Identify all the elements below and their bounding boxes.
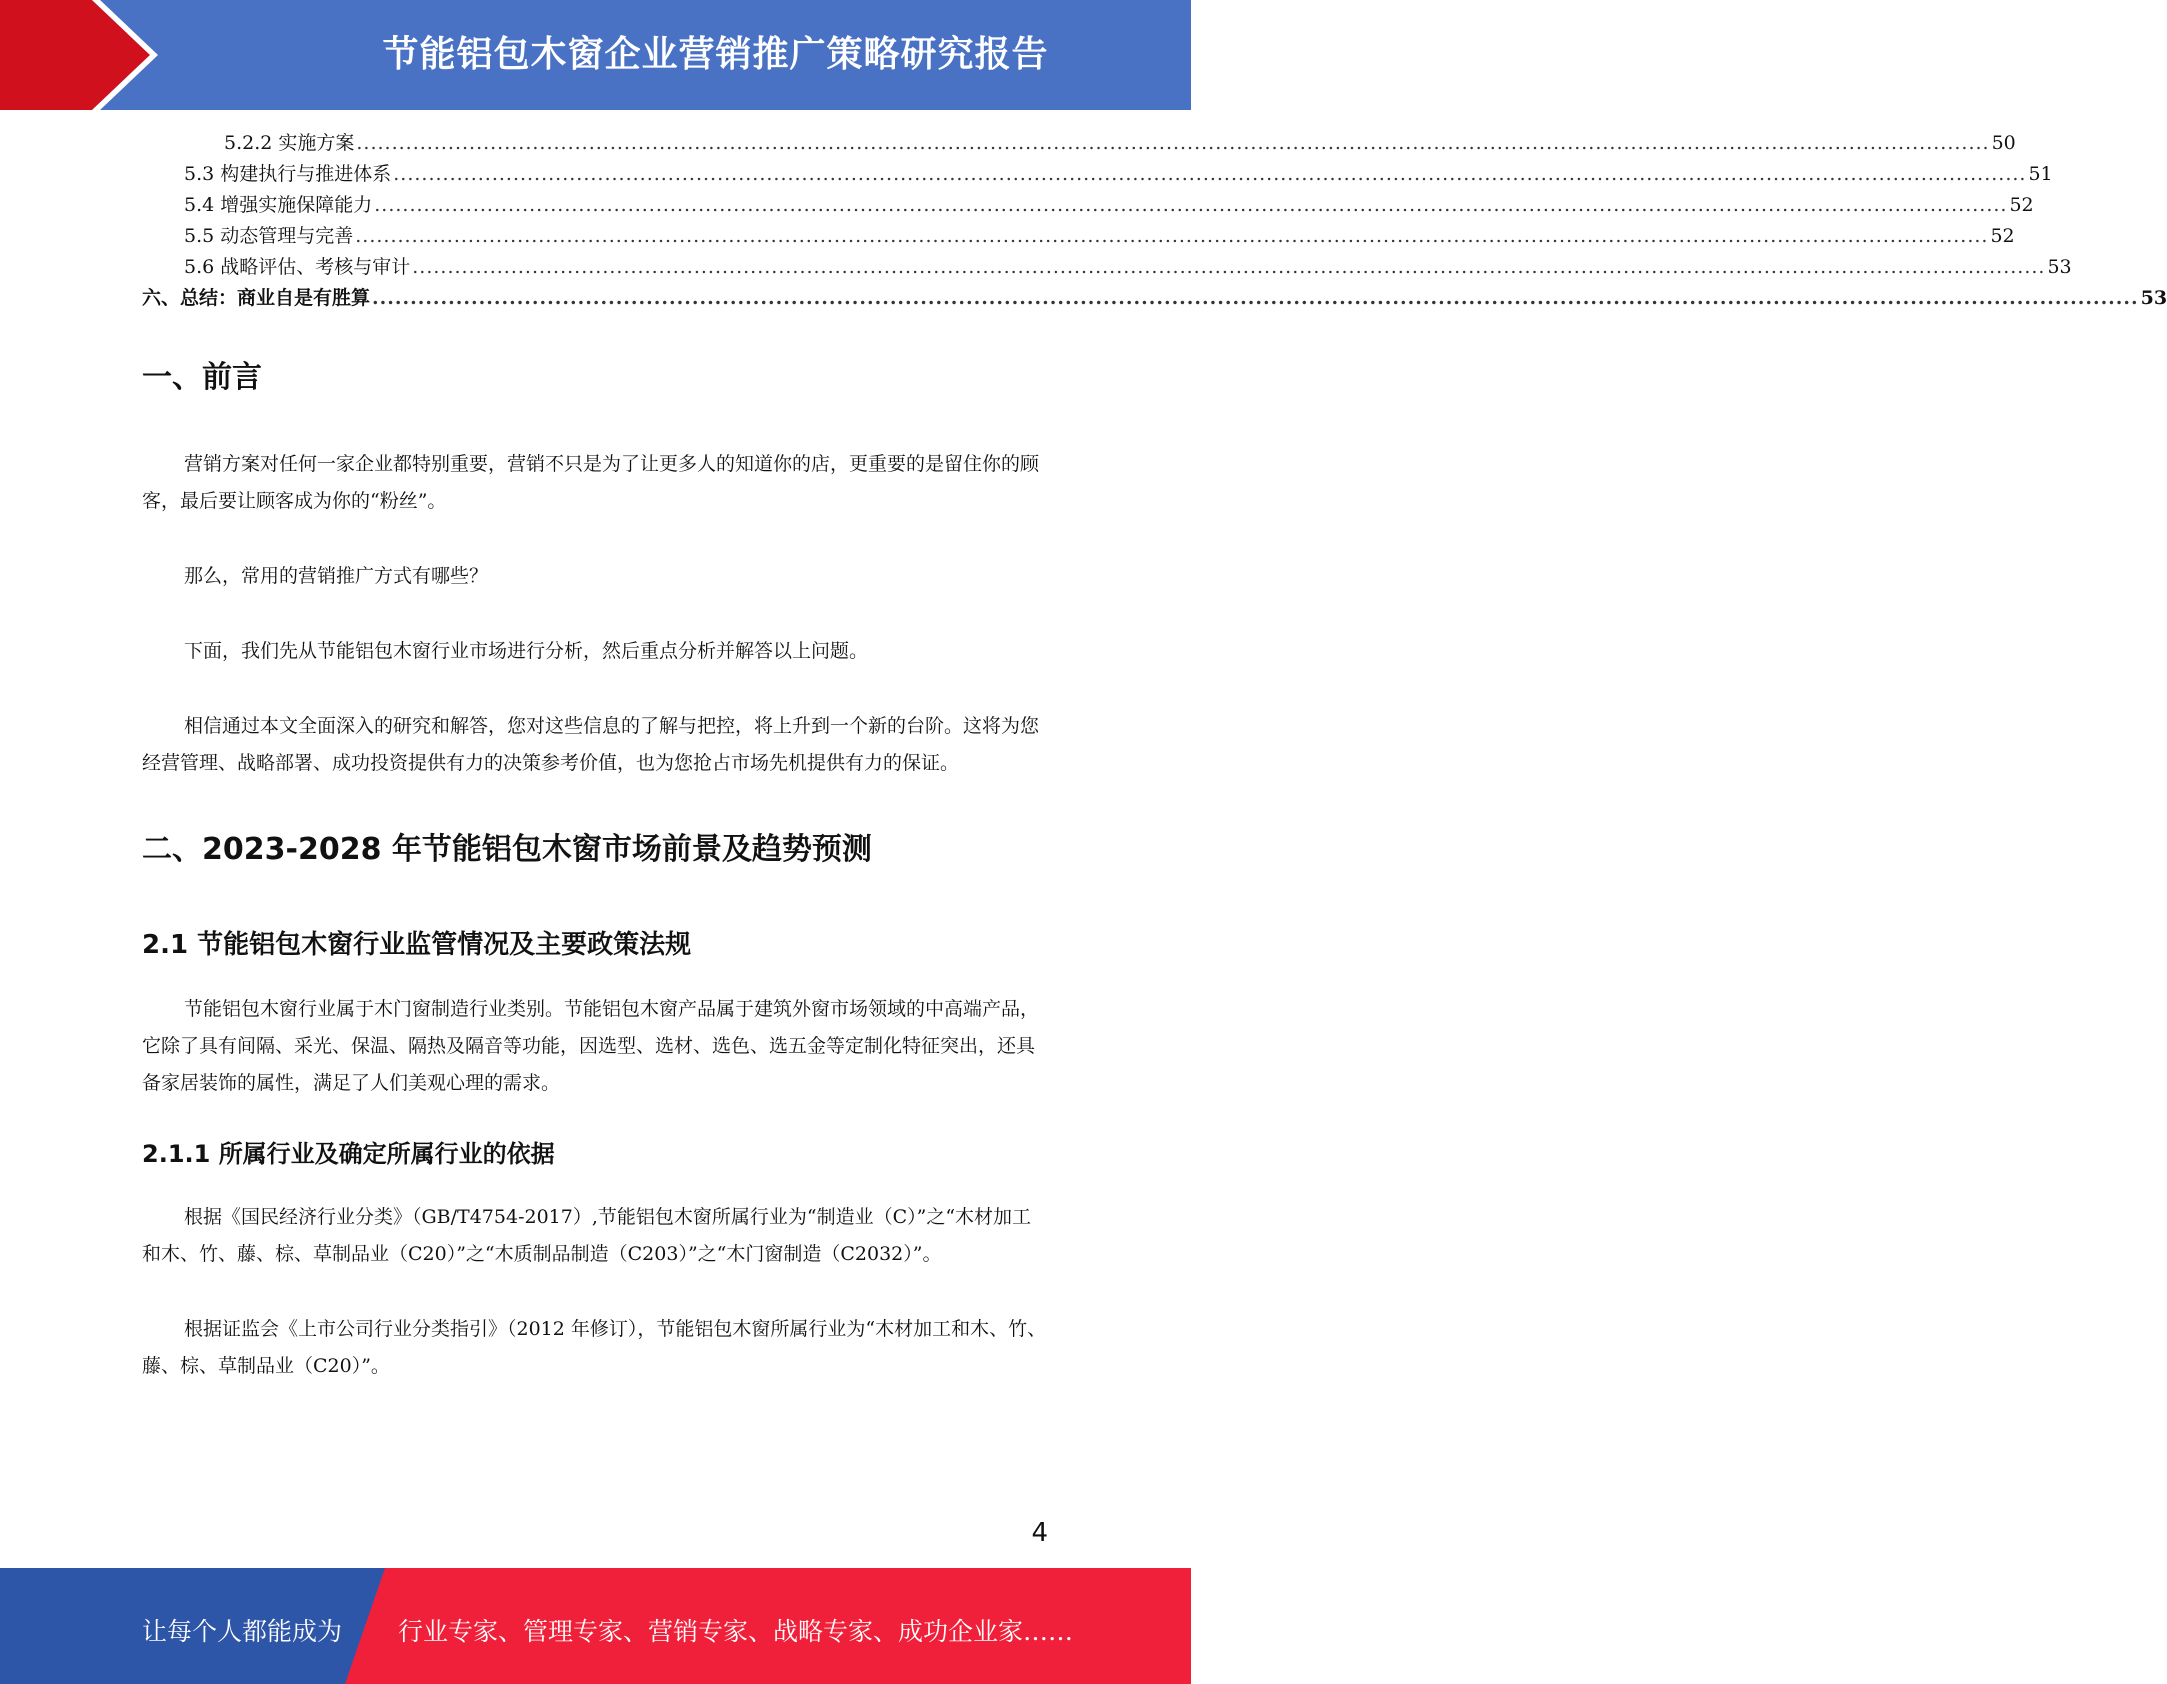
report-title: 节能铝包木窗企业营销推广策略研究报告 <box>382 34 1049 75</box>
toc-leader-dots: ........................................................................................................................................................................................................................................ <box>393 163 2027 185</box>
footer-banner <box>0 1568 1191 1684</box>
toc-entry[interactable] <box>142 128 2016 159</box>
toc-entry[interactable] <box>142 221 2015 252</box>
toc-entry[interactable] <box>142 252 2072 283</box>
toc-entry-page: 52 <box>1990 225 2015 247</box>
header-banner <box>0 0 1191 110</box>
toc-entry[interactable] <box>142 159 2053 190</box>
toc-leader-dots: ........................................................................................................................................................................................................................................ <box>356 132 1990 154</box>
toc-entry-label: 5.2.2 实施方案 <box>224 132 355 154</box>
toc-leader-dots: ........................................................................................................................................................................................................................................ <box>412 256 2046 278</box>
toc-entry-label: 六、总结：商业自是有胜算 <box>142 287 371 309</box>
toc-entry-page: 53 <box>2047 256 2072 278</box>
main-content <box>142 330 1048 1385</box>
page-number: 4 <box>1031 1518 1048 1548</box>
body-paragraph: 相信通过本文全面深入的研究和解答，您对这些信息的了解与把控，将上升到一个新的台阶。这将为您经营管理、战略部署、成功投资提供有力的决策参考价值，也为您抢占市场先机提供有力的保证。 <box>142 715 1040 774</box>
footer-slogan-left: 让每个人都能成为 <box>142 1617 343 1646</box>
body-paragraph: 根据《国民经济行业分类》（GB/T4754-2017）,节能铝包木窗所属行业为“制造业（C）”之“木材加工和木、竹、藤、棕、草制品业（C20）”之“木质制品制造（C203）”之“木门窗制造（C2032）”。 <box>142 1206 1032 1265</box>
toc-entry-label: 5.6 战略评估、考核与审计 <box>184 256 411 278</box>
toc-entry-page: 52 <box>2009 194 2034 216</box>
toc-leader-dots: ........................................................................................................................................................................................................................................ <box>355 225 1989 247</box>
toc-leader-dots: ........................................................................................................................................................................................................................................ <box>374 194 2008 216</box>
toc-entry-label: 5.4 增强实施保障能力 <box>184 194 373 216</box>
toc-entry[interactable] <box>142 190 2034 221</box>
toc-leader-dots: ........................................................................................................................................................................................................................................ <box>372 287 2139 309</box>
body-paragraph: 下面，我们先从节能铝包木窗行业市场进行分析，然后重点分析并解答以上问题。 <box>184 640 869 662</box>
subsection-heading-regulation: 2.1 节能铝包木窗行业监管情况及主要政策法规 <box>142 930 692 960</box>
subsection-heading-industry-basis: 2.1.1 所属行业及确定所属行业的依据 <box>142 1140 555 1168</box>
toc-entry-page: 53 <box>2140 287 2167 309</box>
toc-entry-page: 51 <box>2028 163 2053 185</box>
toc-entry-label: 5.3 构建执行与推进体系 <box>184 163 392 185</box>
footer-slogan-right: 行业专家、管理专家、营销专家、战略专家、成功企业家…… <box>398 1617 1074 1646</box>
section-heading-market-outlook: 二、2023-2028 年节能铝包木窗市场前景及趋势预测 <box>142 832 872 867</box>
body-paragraph: 营销方案对任何一家企业都特别重要，营销不只是为了让更多人的知道你的店，更重要的是留住你的顾客，最后要让顾客成为你的“粉丝”。 <box>142 453 1040 512</box>
section-heading-preface: 一、前言 <box>142 360 262 395</box>
body-paragraph: 根据证监会《上市公司行业分类指引》（2012 年修订），节能铝包木窗所属行业为“木材加工和木、竹、藤、棕、草制品业（C20）”。 <box>142 1318 1047 1377</box>
toc-entry[interactable] <box>142 283 2167 314</box>
toc-entry-page: 50 <box>1991 132 2016 154</box>
body-paragraph: 节能铝包木窗行业属于木门窗制造行业类别。节能铝包木窗产品属于建筑外窗市场领域的中高端产品，它除了具有间隔、采光、保温、隔热及隔音等功能，因选型、选材、选色、选五金等定制化特征突出，还具备家居装饰的属性，满足了人们美观心理的需求。 <box>142 998 1040 1094</box>
toc-entry-label: 5.5 动态管理与完善 <box>184 225 354 247</box>
table-of-contents <box>142 128 2167 314</box>
body-paragraph: 那么，常用的营销推广方式有哪些？ <box>184 565 489 587</box>
